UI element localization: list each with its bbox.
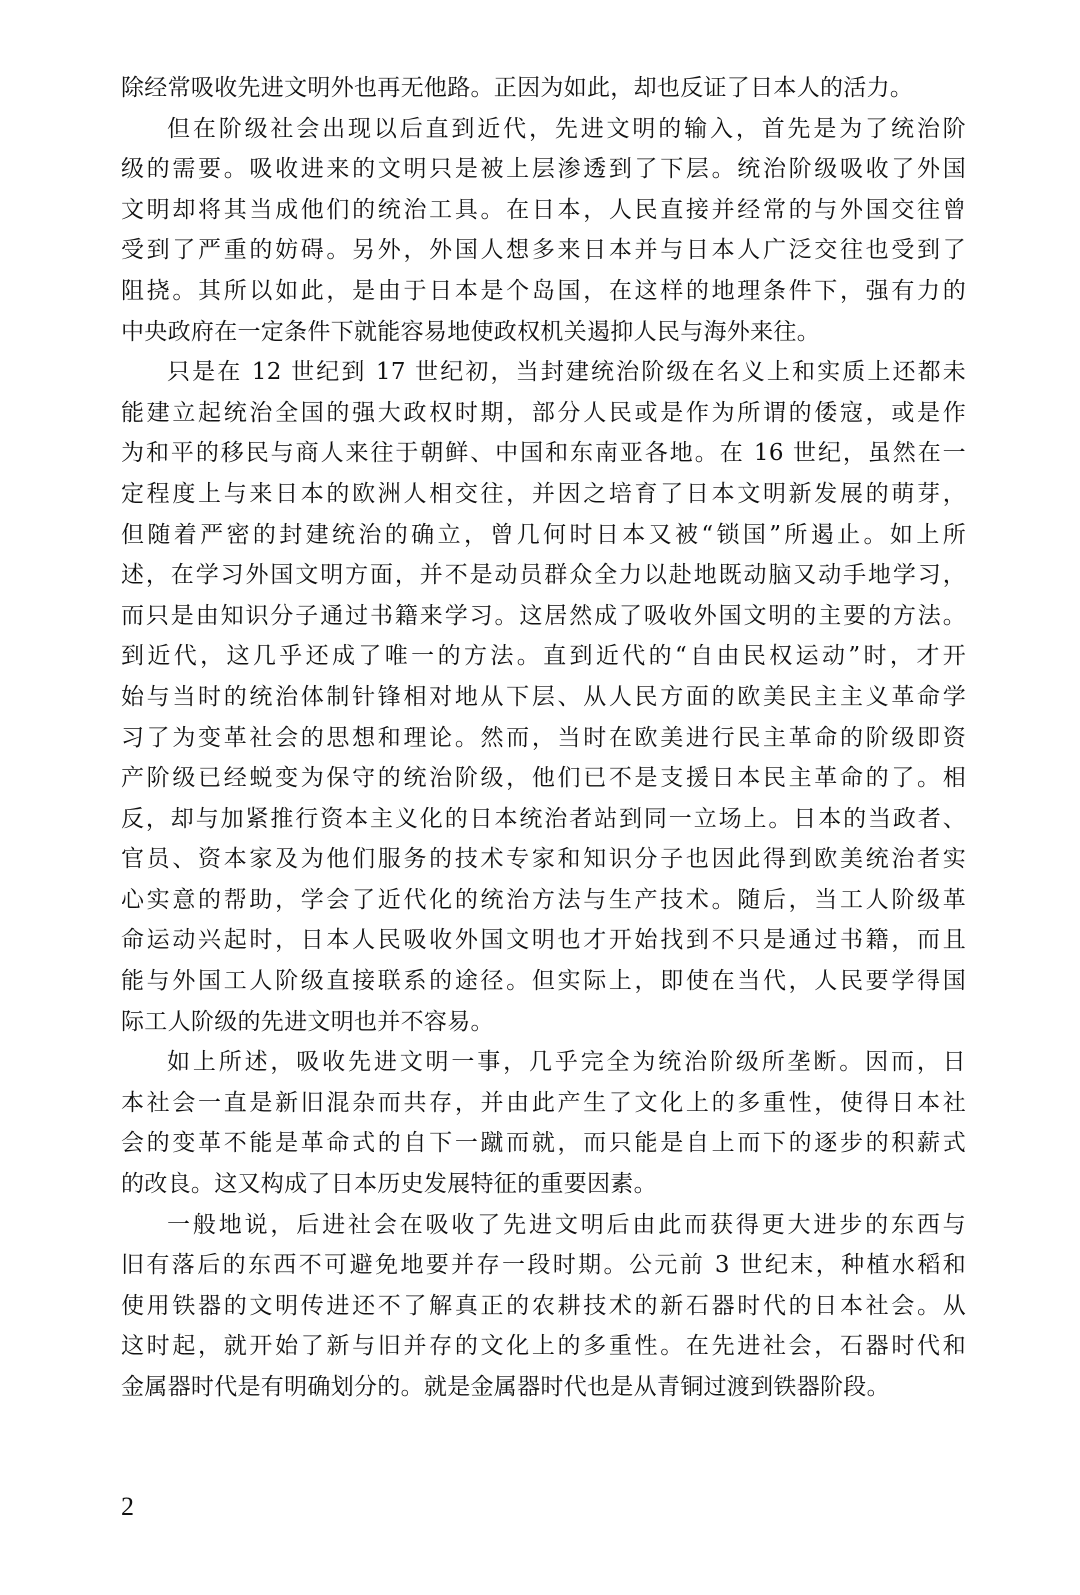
- text-line: 除经常吸收先进文明外也再无他路。正因为如此，却也反证了日本人的活力。: [121, 75, 914, 101]
- body-text: [121, 68, 966, 1408]
- text-line: 述，在学习外国文明方面，并不是动员群众全力以赴地既动脑又动手地学习，: [121, 562, 966, 589]
- text-line: 的改良。这又构成了日本历史发展特征的重要因素。: [121, 1171, 657, 1198]
- text-line: 产阶级已经蜕变为保守的统治阶级，他们已不是支援日本民主革命的了。相: [121, 765, 966, 792]
- text-line: 习了为变革社会的思想和理论。然而，当时在欧美进行民主革命的阶级即资: [121, 724, 966, 751]
- text-line: 如上所述，吸收先进文明一事，几乎完全为统治阶级所垄断。因而，日: [167, 1049, 966, 1076]
- text-line: 但随着严密的封建统治的确立，曾几何时日本又被“锁国”所遏止。如上所: [121, 521, 966, 548]
- text-line: 际工人阶级的先进文明也并不容易。: [121, 1008, 494, 1035]
- text-line: 为和平的移民与商人来往于朝鲜、中国和东南亚各地。在 16 世纪，虽然在一: [121, 440, 966, 467]
- text-line: 旧有落后的东西不可避免地要并存一段时期。公元前 3 世纪末，种植水稻和: [121, 1252, 966, 1279]
- text-line: 使用铁器的文明传进还不了解真正的农耕技术的新石器时代的日本社会。从: [121, 1292, 966, 1319]
- text-line: 阻挠。其所以如此，是由于日本是个岛国，在这样的地理条件下，强有力的: [121, 277, 966, 304]
- text-line: 金属器时代是有明确划分的。就是金属器时代也是从青铜过渡到铁器阶段。: [121, 1374, 890, 1400]
- text-line: 能与外国工人阶级直接联系的途径。但实际上，即使在当代，人民要学得国: [121, 968, 966, 995]
- text-line: 一般地说，后进社会在吸收了先进文明后由此而获得更大进步的东西与: [167, 1211, 966, 1238]
- text-line: 始与当时的统治体制针锋相对地从下层、从人民方面的欧美民主主义革命学: [121, 683, 966, 710]
- text-line: 心实意的帮助，学会了近代化的统治方法与生产技术。随后，当工人阶级革: [121, 886, 966, 913]
- text-line: 文明却将其当成他们的统治工具。在日本，人民直接并经常的与外国交往曾: [121, 196, 966, 223]
- text-line: 但在阶级社会出现以后直到近代，先进文明的输入，首先是为了统治阶: [167, 115, 966, 142]
- text-line: 官员、资本家及为他们服务的技术专家和知识分子也因此得到欧美统治者实: [121, 846, 966, 873]
- text-line: 本社会一直是新旧混杂而共存，并由此产生了文化上的多重性，使得日本社: [121, 1089, 966, 1116]
- text-line: 能建立起统治全国的强大政权时期，部分人民或是作为所谓的倭寇，或是作: [121, 399, 966, 426]
- text-line: 会的变革不能是革命式的自下一蹴而就，而只能是自上而下的逐步的积薪式: [121, 1130, 966, 1157]
- text-line: 命运动兴起时，日本人民吸收外国文明也才开始找到不只是通过书籍，而且: [121, 927, 966, 954]
- text-line: 反，却与加紧推行资本主义化的日本统治者站到同一立场上。日本的当政者、: [121, 805, 966, 832]
- text-line: 定程度上与来日本的欧洲人相交往，并因之培育了日本文明新发展的萌芽，: [121, 480, 966, 507]
- text-line: 只是在 12 世纪到 17 世纪初，当封建统治阶级在名义上和实质上还都未: [167, 359, 966, 386]
- text-line: 中央政府在一定条件下就能容易地使政权机关遏抑人民与海外来往。: [121, 318, 820, 345]
- text-line: 受到了严重的妨碍。另外，外国人想多来日本并与日本人广泛交往也受到了: [121, 237, 966, 264]
- text-line: 级的需要。吸收进来的文明只是被上层渗透到了下层。统治阶级吸收了外国: [121, 156, 966, 183]
- text-line: 这时起，就开始了新与旧并存的文化上的多重性。在先进社会，石器时代和: [121, 1333, 966, 1360]
- text-line: 而只是由知识分子通过书籍来学习。这居然成了吸收外国文明的主要的方法。: [121, 602, 966, 629]
- text-line: 到近代，这几乎还成了唯一的方法。直到近代的“自由民权运动”时，才开: [121, 643, 966, 670]
- page-number: 2: [121, 1492, 134, 1521]
